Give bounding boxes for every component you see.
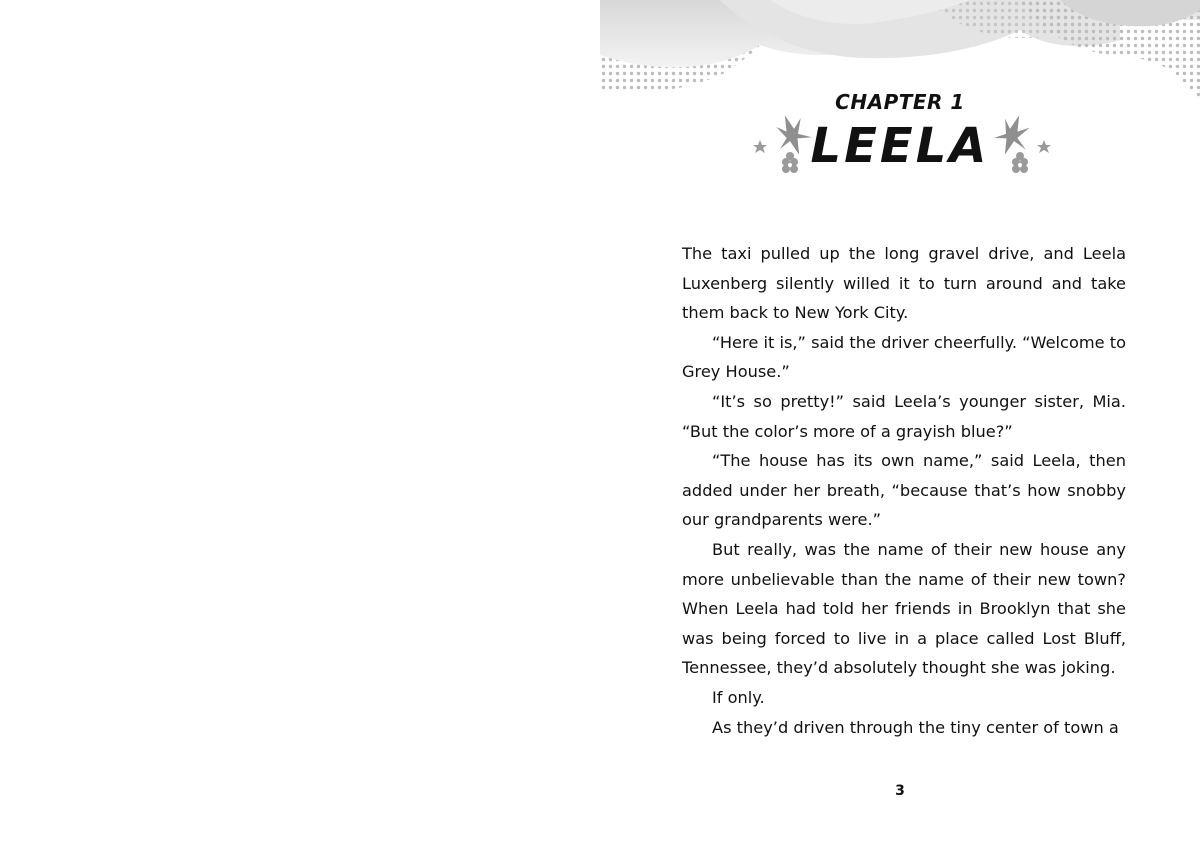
paragraph: The taxi pulled up the long gravel drive, and Leela Luxenberg silently willed it to turn around and take them back to New York City. (682, 244, 1126, 323)
chapter-label: CHAPTER 1 (835, 90, 965, 114)
chapter-title: LEELA (810, 118, 990, 174)
page-number: 3 (895, 783, 905, 799)
paragraph: “Here it is,” said the driver cheerfully. “Welcome to Grey House.” (682, 332, 1126, 382)
paragraph: “The house has its own name,” said Leela, then added under her breath, “because that’s how snobby our grandparents were.” (682, 451, 1126, 530)
body-text (682, 239, 1126, 742)
paragraph: “It’s so pretty!” said Leela’s younger sister, Mia. “But the color’s more of a grayish blue?” (682, 391, 1126, 441)
paragraph: But really, was the name of their new house any more unbelievable than the name of their new town? When Leela had told her friends in Brooklyn that she was being forced to live in a place called Lost Bluff, Tennessee, they’d absolutely thought she was joking. (682, 539, 1126, 678)
paragraph: If only. (712, 687, 765, 707)
right-page (600, 0, 1200, 855)
paragraph: As they’d driven through the tiny center of town a (712, 717, 1119, 737)
